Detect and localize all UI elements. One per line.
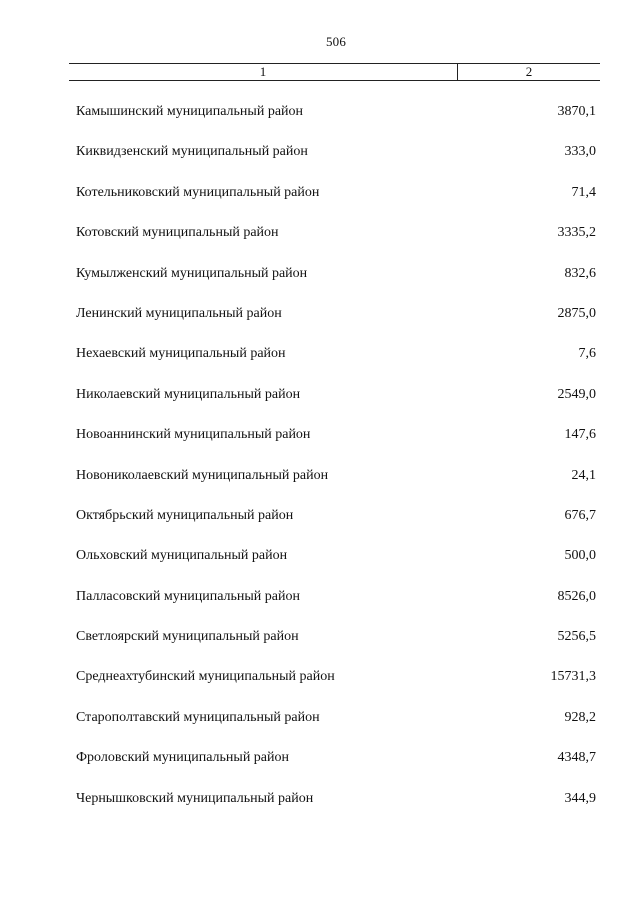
district-name: Светлоярский муниципальный район <box>76 629 299 645</box>
district-name: Среднеахтубинский муниципальный район <box>76 669 335 685</box>
district-name: Киквидзенский муниципальный район <box>76 144 308 160</box>
table-row <box>0 423 640 463</box>
table-row <box>0 585 640 625</box>
column-header-2: 2 <box>525 64 533 79</box>
district-value: 147,6 <box>564 427 596 443</box>
table-row <box>0 383 640 423</box>
table-row <box>0 504 640 544</box>
district-value: 500,0 <box>564 548 596 564</box>
table-row <box>0 181 640 221</box>
district-value: 832,6 <box>564 265 596 281</box>
table-row <box>0 302 640 342</box>
district-name: Чернышковский муниципальный район <box>76 790 314 806</box>
district-name: Ольховский муниципальный район <box>76 548 288 564</box>
district-value: 7,6 <box>578 346 596 362</box>
district-value: 676,7 <box>564 507 596 523</box>
table-row <box>0 100 640 140</box>
table-row <box>0 140 640 180</box>
table-row <box>0 787 640 827</box>
district-value: 3870,1 <box>557 104 596 119</box>
district-value: 2549,0 <box>557 386 596 402</box>
table-row <box>0 544 640 584</box>
district-name: Ленинский муниципальный район <box>76 305 282 321</box>
district-name: Кумылженский муниципальный район <box>76 265 308 281</box>
column-header-1: 1 <box>69 64 458 80</box>
district-value: 2875,0 <box>557 305 596 321</box>
district-name: Фроловский муниципальный район <box>76 750 290 766</box>
page-number: 506 <box>325 34 347 49</box>
district-name: Палласовский муниципальный район <box>76 588 300 604</box>
district-name: Октябрьский муниципальный район <box>76 507 294 523</box>
table-row <box>0 262 640 302</box>
table-row <box>0 342 640 382</box>
district-value: 71,4 <box>571 184 596 200</box>
table-row <box>0 665 640 705</box>
district-name: Нехаевский муниципальный район <box>76 346 286 362</box>
district-value: 3335,2 <box>557 225 596 241</box>
table-row <box>0 625 640 665</box>
district-value: 5256,5 <box>557 629 596 645</box>
district-value: 24,1 <box>571 467 596 483</box>
district-name: Котовский муниципальный район <box>76 225 279 241</box>
table-row <box>0 746 640 786</box>
district-name: Котельниковский муниципальный район <box>76 184 320 200</box>
district-value: 4348,7 <box>557 750 596 766</box>
district-value: 15731,3 <box>550 669 596 685</box>
district-name: Новониколаевский муниципальный район <box>76 467 329 483</box>
district-name: Старополтавский муниципальный район <box>76 709 320 725</box>
district-value: 344,9 <box>564 790 596 806</box>
district-name: Новоаннинский муниципальный район <box>76 427 311 443</box>
district-name: Николаевский муниципальный район <box>76 386 301 402</box>
district-value: 928,2 <box>564 709 596 725</box>
district-value: 8526,0 <box>557 588 596 604</box>
table-row <box>0 221 640 261</box>
table-row <box>0 706 640 746</box>
table-body <box>0 100 640 827</box>
district-name: Камышинский муниципальный район <box>76 104 304 119</box>
district-value: 333,0 <box>564 144 596 160</box>
table-header <box>69 63 600 81</box>
table-row <box>0 464 640 504</box>
